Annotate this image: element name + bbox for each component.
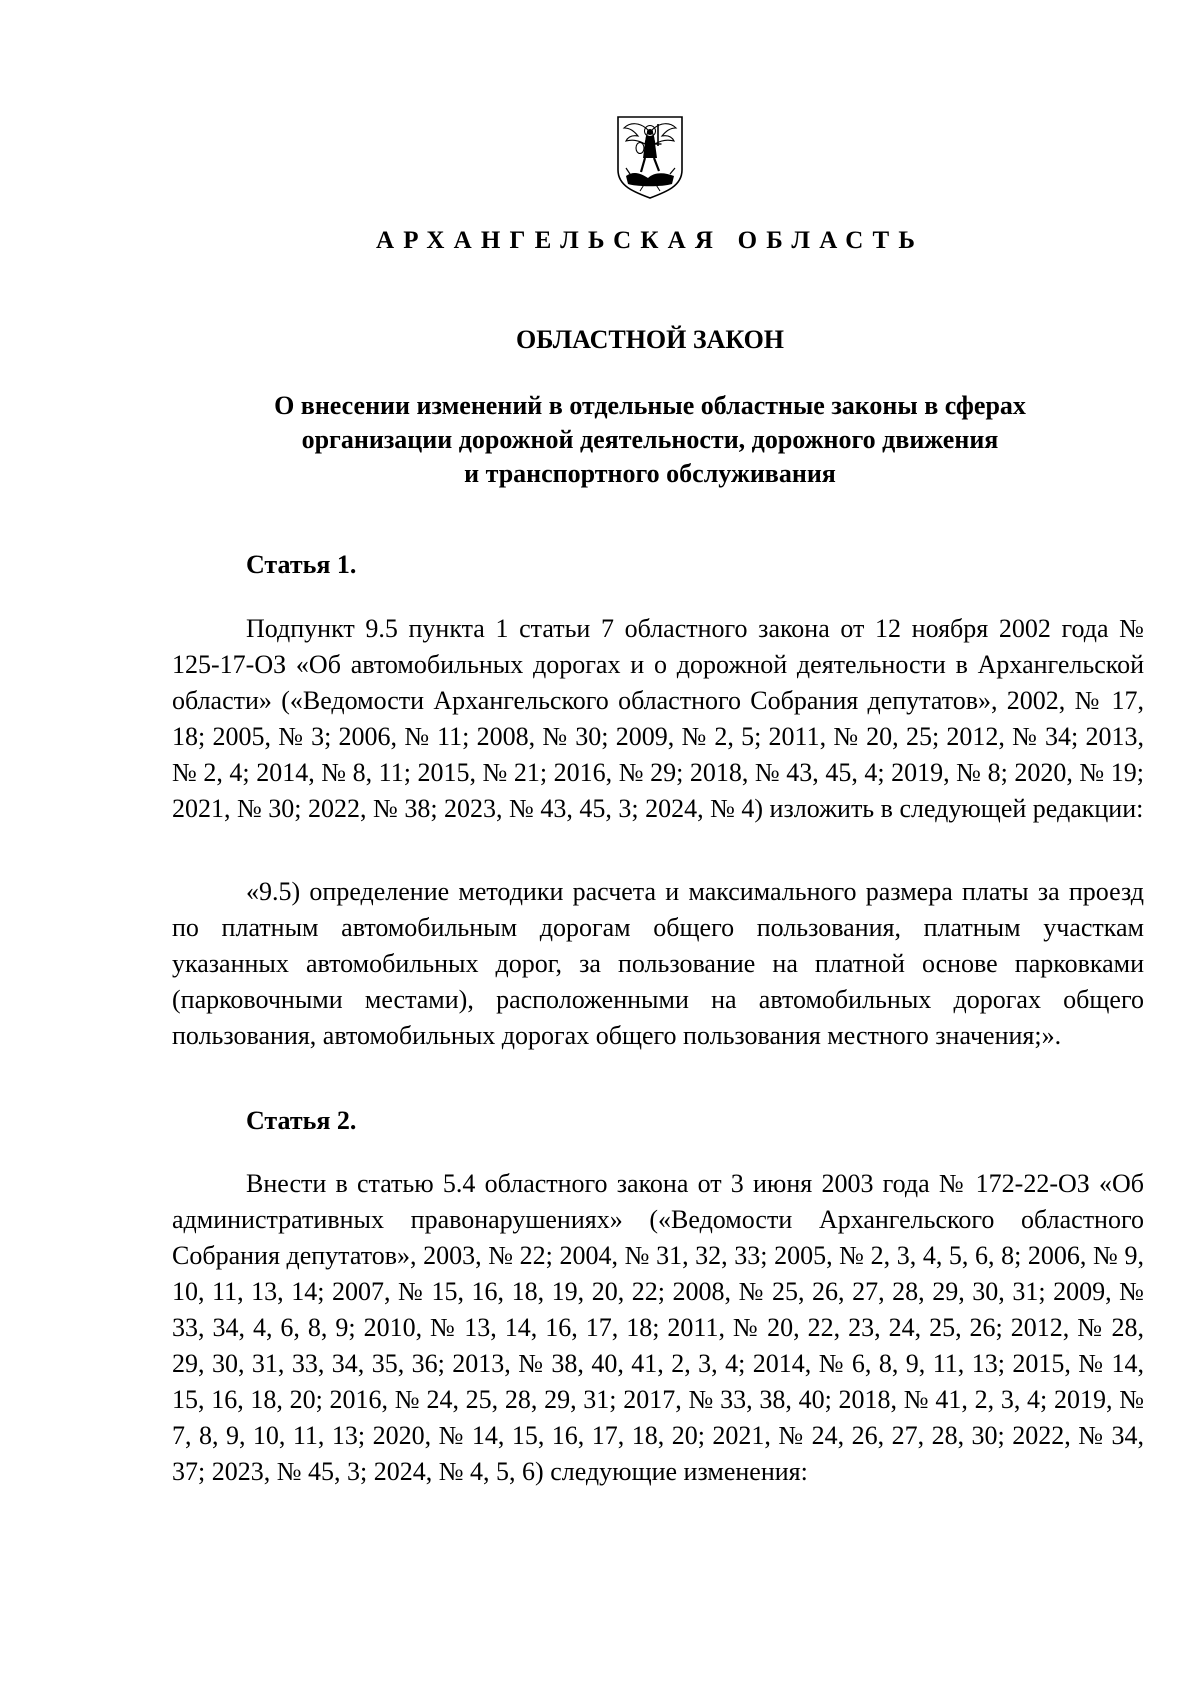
- document-title: [180, 389, 1120, 491]
- article-1-amendment-text: «9.5) определение методики расчета и максимального размера платы за проезд по платным автомобильным дорогам общего пользования, платным участкам указанных автомобильных дорог, за пользование на платной основе парковками (парковочными местами), расположенными на автомобильных дорогах общего пользования, автомобильных дорогах общего пользования местного значения;».: [172, 877, 1144, 1050]
- title-line: организации дорожной деятельности, дорожного движения: [301, 425, 999, 454]
- region-name: АРХАНГЕЛЬСКАЯ ОБЛАСТЬ: [375, 227, 925, 254]
- article-1-paragraph: Подпункт 9.5 пункта 1 статьи 7 областного закона от 12 ноября 2002 года № 125-17-ОЗ «Об автомобильных дорогах и о дорожной деятельности в Архангельской области» («Ведомости Архангельского областного Собрания депутатов», 2002, № 17, 18; 2005, № 3; 2006, № 11; 2008, № 30; 2009, № 2, 5; 2011, № 20, 25; 2012, № 34; 2013, № 2, 4; 2014, № 8, 11; 2015, № 21; 2016, № 29; 2018, № 43, 45, 4; 2019, № 8; 2020, № 19; 2021, № 30; 2022, № 38; 2023, № 43, 45, 3; 2024, № 4) изложить в следующей редакции:: [172, 614, 1144, 823]
- arkhangelsk-coat-of-arms-icon: [614, 114, 686, 200]
- article-2-paragraph: Внести в статью 5.4 областного закона от 3 июня 2003 года № 172-22-ОЗ «Об административных правонарушениях» («Ведомости Архангельского областного Собрания депутатов», 2003, № 22; 2004, № 31, 32, 33; 2005, № 2, 3, 4, 5, 6, 8; 2006, № 9, 10, 11, 13, 14; 2007, № 15, 16, 18, 19, 20, 22; 2008, № 25, 26, 27, 28, 29, 30, 31; 2009, № 33, 34, 4, 6, 8, 9; 2010, № 13, 14, 16, 17, 18; 2011, № 20, 22, 23, 24, 25, 26; 2012, № 28, 29, 30, 31, 33, 34, 35, 36; 2013, № 38, 40, 41, 2, 3, 4; 2014, № 6, 8, 9, 11, 13; 2015, № 14, 15, 16, 18, 20; 2016, № 24, 25, 28, 29, 31; 2017, № 33, 38, 40; 2018, № 41, 2, 3, 4; 2019, № 7, 8, 9, 10, 11, 13; 2020, № 14, 15, 16, 17, 18, 20; 2021, № 24, 26, 27, 28, 30; 2022, № 34, 37; 2023, № 45, 3; 2024, № 4, 5, 6) следующие изменения:: [172, 1169, 1144, 1486]
- title-line: О внесении изменений в отдельные областные законы в сферах: [274, 391, 1026, 420]
- article-2-heading: Статья 2.: [246, 1106, 357, 1135]
- document-type: ОБЛАСТНОЙ ЗАКОН: [515, 325, 785, 354]
- article-1-heading: Статья 1.: [246, 550, 357, 579]
- title-line: и транспортного обслуживания: [464, 459, 836, 488]
